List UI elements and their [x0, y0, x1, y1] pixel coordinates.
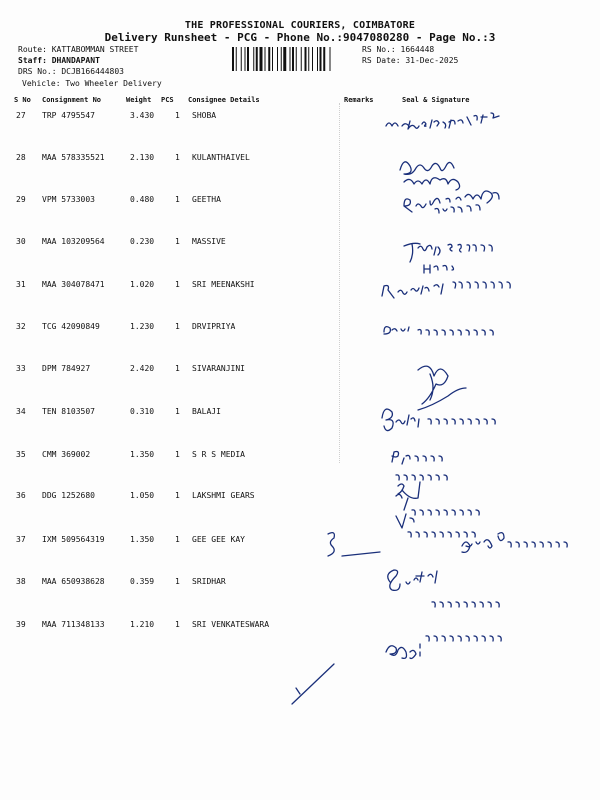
row-weight: 0.230: [130, 237, 155, 246]
row-weight: 1.350: [130, 535, 155, 544]
row-consignee-name: SHOBA: [192, 111, 217, 120]
rs-number: RS No.: 1664448: [362, 45, 435, 54]
row-consignment-number: MAA 650938628: [42, 577, 105, 586]
row-weight: 2.130: [130, 153, 155, 162]
row-weight: 1.050: [130, 491, 155, 500]
row-pieces: 1: [175, 280, 180, 289]
row-consignment-number: MAA 711348133: [42, 620, 105, 629]
row-serial-number: 29: [16, 195, 26, 204]
column-header-consignment: Consignment No: [42, 96, 102, 104]
row-consignee-name: MASSIVE: [192, 237, 226, 246]
row-consignee-name: SIVARANJINI: [192, 364, 245, 373]
company-name: THE PROFESSIONAL COURIERS, COIMBATORE: [184, 20, 416, 31]
row-consignment-number: VPM 5733003: [42, 195, 95, 204]
column-header-signature: Seal & Signature: [402, 96, 470, 104]
row-pieces: 1: [175, 237, 180, 246]
row-consignee-name: KULANTHAIVEL: [192, 153, 250, 162]
row-consignee-name: S R S MEDIA: [192, 450, 245, 459]
row-weight: 1.020: [130, 280, 155, 289]
route-label: Route: KATTABOMMAN STREET: [18, 45, 139, 54]
row-serial-number: 39: [16, 620, 26, 629]
row-weight: 2.420: [130, 364, 155, 373]
vehicle-label: Vehicle: Two Wheeler Delivery: [22, 79, 162, 88]
rs-date: RS Date: 31-Dec-2025: [362, 56, 459, 65]
row-weight: 0.359: [130, 577, 155, 586]
row-consignee-name: LAKSHMI GEARS: [192, 491, 255, 500]
row-pieces: 1: [175, 407, 180, 416]
row-consignee-name: BALAJI: [192, 407, 221, 416]
column-header-sno: S No: [14, 96, 31, 104]
row-pieces: 1: [175, 322, 180, 331]
row-consignment-number: DPM 784927: [42, 364, 91, 373]
row-consignee-name: GEE GEE KAY: [192, 535, 245, 544]
column-header-pcs: PCS: [161, 96, 174, 104]
row-serial-number: 28: [16, 153, 26, 162]
row-weight: 1.230: [130, 322, 155, 331]
row-pieces: 1: [175, 535, 180, 544]
row-consignment-number: TEN 8103507: [42, 407, 95, 416]
row-serial-number: 27: [16, 111, 26, 120]
row-weight: 1.350: [130, 450, 155, 459]
row-pieces: 1: [175, 620, 180, 629]
row-serial-number: 37: [16, 535, 26, 544]
row-consignee-name: GEETHA: [192, 195, 221, 204]
staff-label: Staff: DHANDAPANT: [18, 56, 100, 65]
row-pieces: 1: [175, 450, 180, 459]
drs-number: DRS No.: DCJB166444803: [18, 67, 124, 76]
row-pieces: 1: [175, 153, 180, 162]
row-consignee-name: SRI MEENAKSHI: [192, 280, 255, 289]
row-pieces: 1: [175, 577, 180, 586]
row-serial-number: 31: [16, 280, 26, 289]
row-consignee-name: SRIDHAR: [192, 577, 226, 586]
row-serial-number: 32: [16, 322, 26, 331]
row-pieces: 1: [175, 364, 180, 373]
row-weight: 0.480: [130, 195, 155, 204]
row-consignment-number: CMM 369002: [42, 450, 91, 459]
row-serial-number: 36: [16, 491, 26, 500]
column-header-weight: Weight: [126, 96, 152, 104]
row-weight: 3.430: [130, 111, 155, 120]
row-consignment-number: IXM 509564319: [42, 535, 105, 544]
row-serial-number: 38: [16, 577, 26, 586]
row-consignee-name: DRVIPRIYA: [192, 322, 236, 331]
row-pieces: 1: [175, 111, 180, 120]
row-serial-number: 30: [16, 237, 26, 246]
row-consignee-name: SRI VENKATESWARA: [192, 620, 270, 629]
row-pieces: 1: [175, 195, 180, 204]
row-weight: 1.210: [130, 620, 155, 629]
row-pieces: 1: [175, 491, 180, 500]
row-serial-number: 35: [16, 450, 26, 459]
row-consignment-number: DDG 1252680: [42, 491, 95, 500]
row-consignment-number: TRP 4795547: [42, 111, 95, 120]
row-consignment-number: MAA 304078471: [42, 280, 105, 289]
row-consignment-number: TCG 42090849: [42, 322, 100, 331]
column-header-consignee: Consignee Details: [188, 96, 260, 104]
row-serial-number: 34: [16, 407, 26, 416]
column-header-remarks: Remarks: [344, 96, 374, 104]
row-consignment-number: MAA 578335521: [42, 153, 105, 162]
row-weight: 0.310: [130, 407, 155, 416]
runsheet-title: Delivery Runsheet - PCG - Phone No.:9047080280 - Page No.:3: [104, 31, 496, 44]
row-consignment-number: MAA 103209564: [42, 237, 105, 246]
row-serial-number: 33: [16, 364, 26, 373]
